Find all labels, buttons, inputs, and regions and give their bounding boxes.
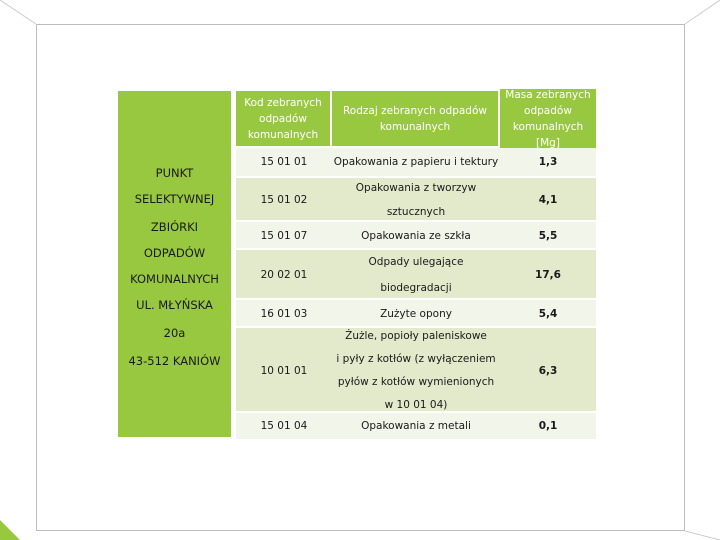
waste-table xyxy=(236,88,596,437)
cell-mass: 5,5 xyxy=(538,230,558,242)
cell-type: Zużyte opony xyxy=(380,308,452,320)
cell-type: Żużle, popioły paleniskowe i pyły z kotłów (z wyłączeniem pyłów z kotłów wymienionych w 10 01 04) xyxy=(336,329,496,411)
cell-code: 15 01 04 xyxy=(260,420,308,432)
header-code: Kod zebranych odpadów komunalnych xyxy=(236,91,330,146)
table-row xyxy=(236,248,596,300)
cell-code: 20 02 01 xyxy=(260,269,308,281)
cell-type: Odpady ulegające biodegradacji xyxy=(368,256,464,294)
cell-type: Opakowania z metali xyxy=(361,420,471,432)
cell-type: Opakowania z tworzyw sztucznych xyxy=(355,182,477,218)
address-line: 20a xyxy=(163,326,186,340)
left-panel xyxy=(118,91,231,437)
address-line: SELEKTYWNEJ xyxy=(134,192,215,206)
address-line: ZBIÓRKI xyxy=(150,220,199,234)
cell-code: 16 01 03 xyxy=(260,308,308,320)
table-row xyxy=(236,220,596,250)
cell-code: 10 01 01 xyxy=(260,364,308,377)
table-row xyxy=(236,326,596,413)
cell-type: Opakowania ze szkła xyxy=(361,230,471,242)
cell-code: 15 01 02 xyxy=(260,194,308,206)
table-row xyxy=(236,148,596,176)
cell-code: 15 01 07 xyxy=(260,230,308,242)
address-line: UL. MŁYŃSKA xyxy=(136,298,213,312)
table-row xyxy=(236,411,596,439)
cell-mass: 6,3 xyxy=(538,364,558,377)
cell-code: 15 01 01 xyxy=(260,156,308,168)
cell-mass: 0,1 xyxy=(538,420,558,432)
table-row xyxy=(236,176,596,222)
address-line: PUNKT xyxy=(155,166,194,180)
cell-type: Opakowania z papieru i tektury xyxy=(333,156,499,168)
table-row xyxy=(236,298,596,328)
address-line: ODPADÓW xyxy=(143,246,206,260)
cell-mass: 5,4 xyxy=(538,308,558,320)
address-line: KOMUNALNYCH xyxy=(130,272,219,286)
header-mass: Masa zebranych odpadów komunalnych [Mg] xyxy=(500,89,596,148)
cell-mass: 1,3 xyxy=(538,156,558,168)
header-type: Rodzaj zebranych odpadów komunalnych xyxy=(332,91,498,146)
cell-mass: 4,1 xyxy=(538,194,558,206)
address-line: 43-512 KANIÓW xyxy=(128,354,221,368)
cell-mass: 17,6 xyxy=(535,269,561,281)
